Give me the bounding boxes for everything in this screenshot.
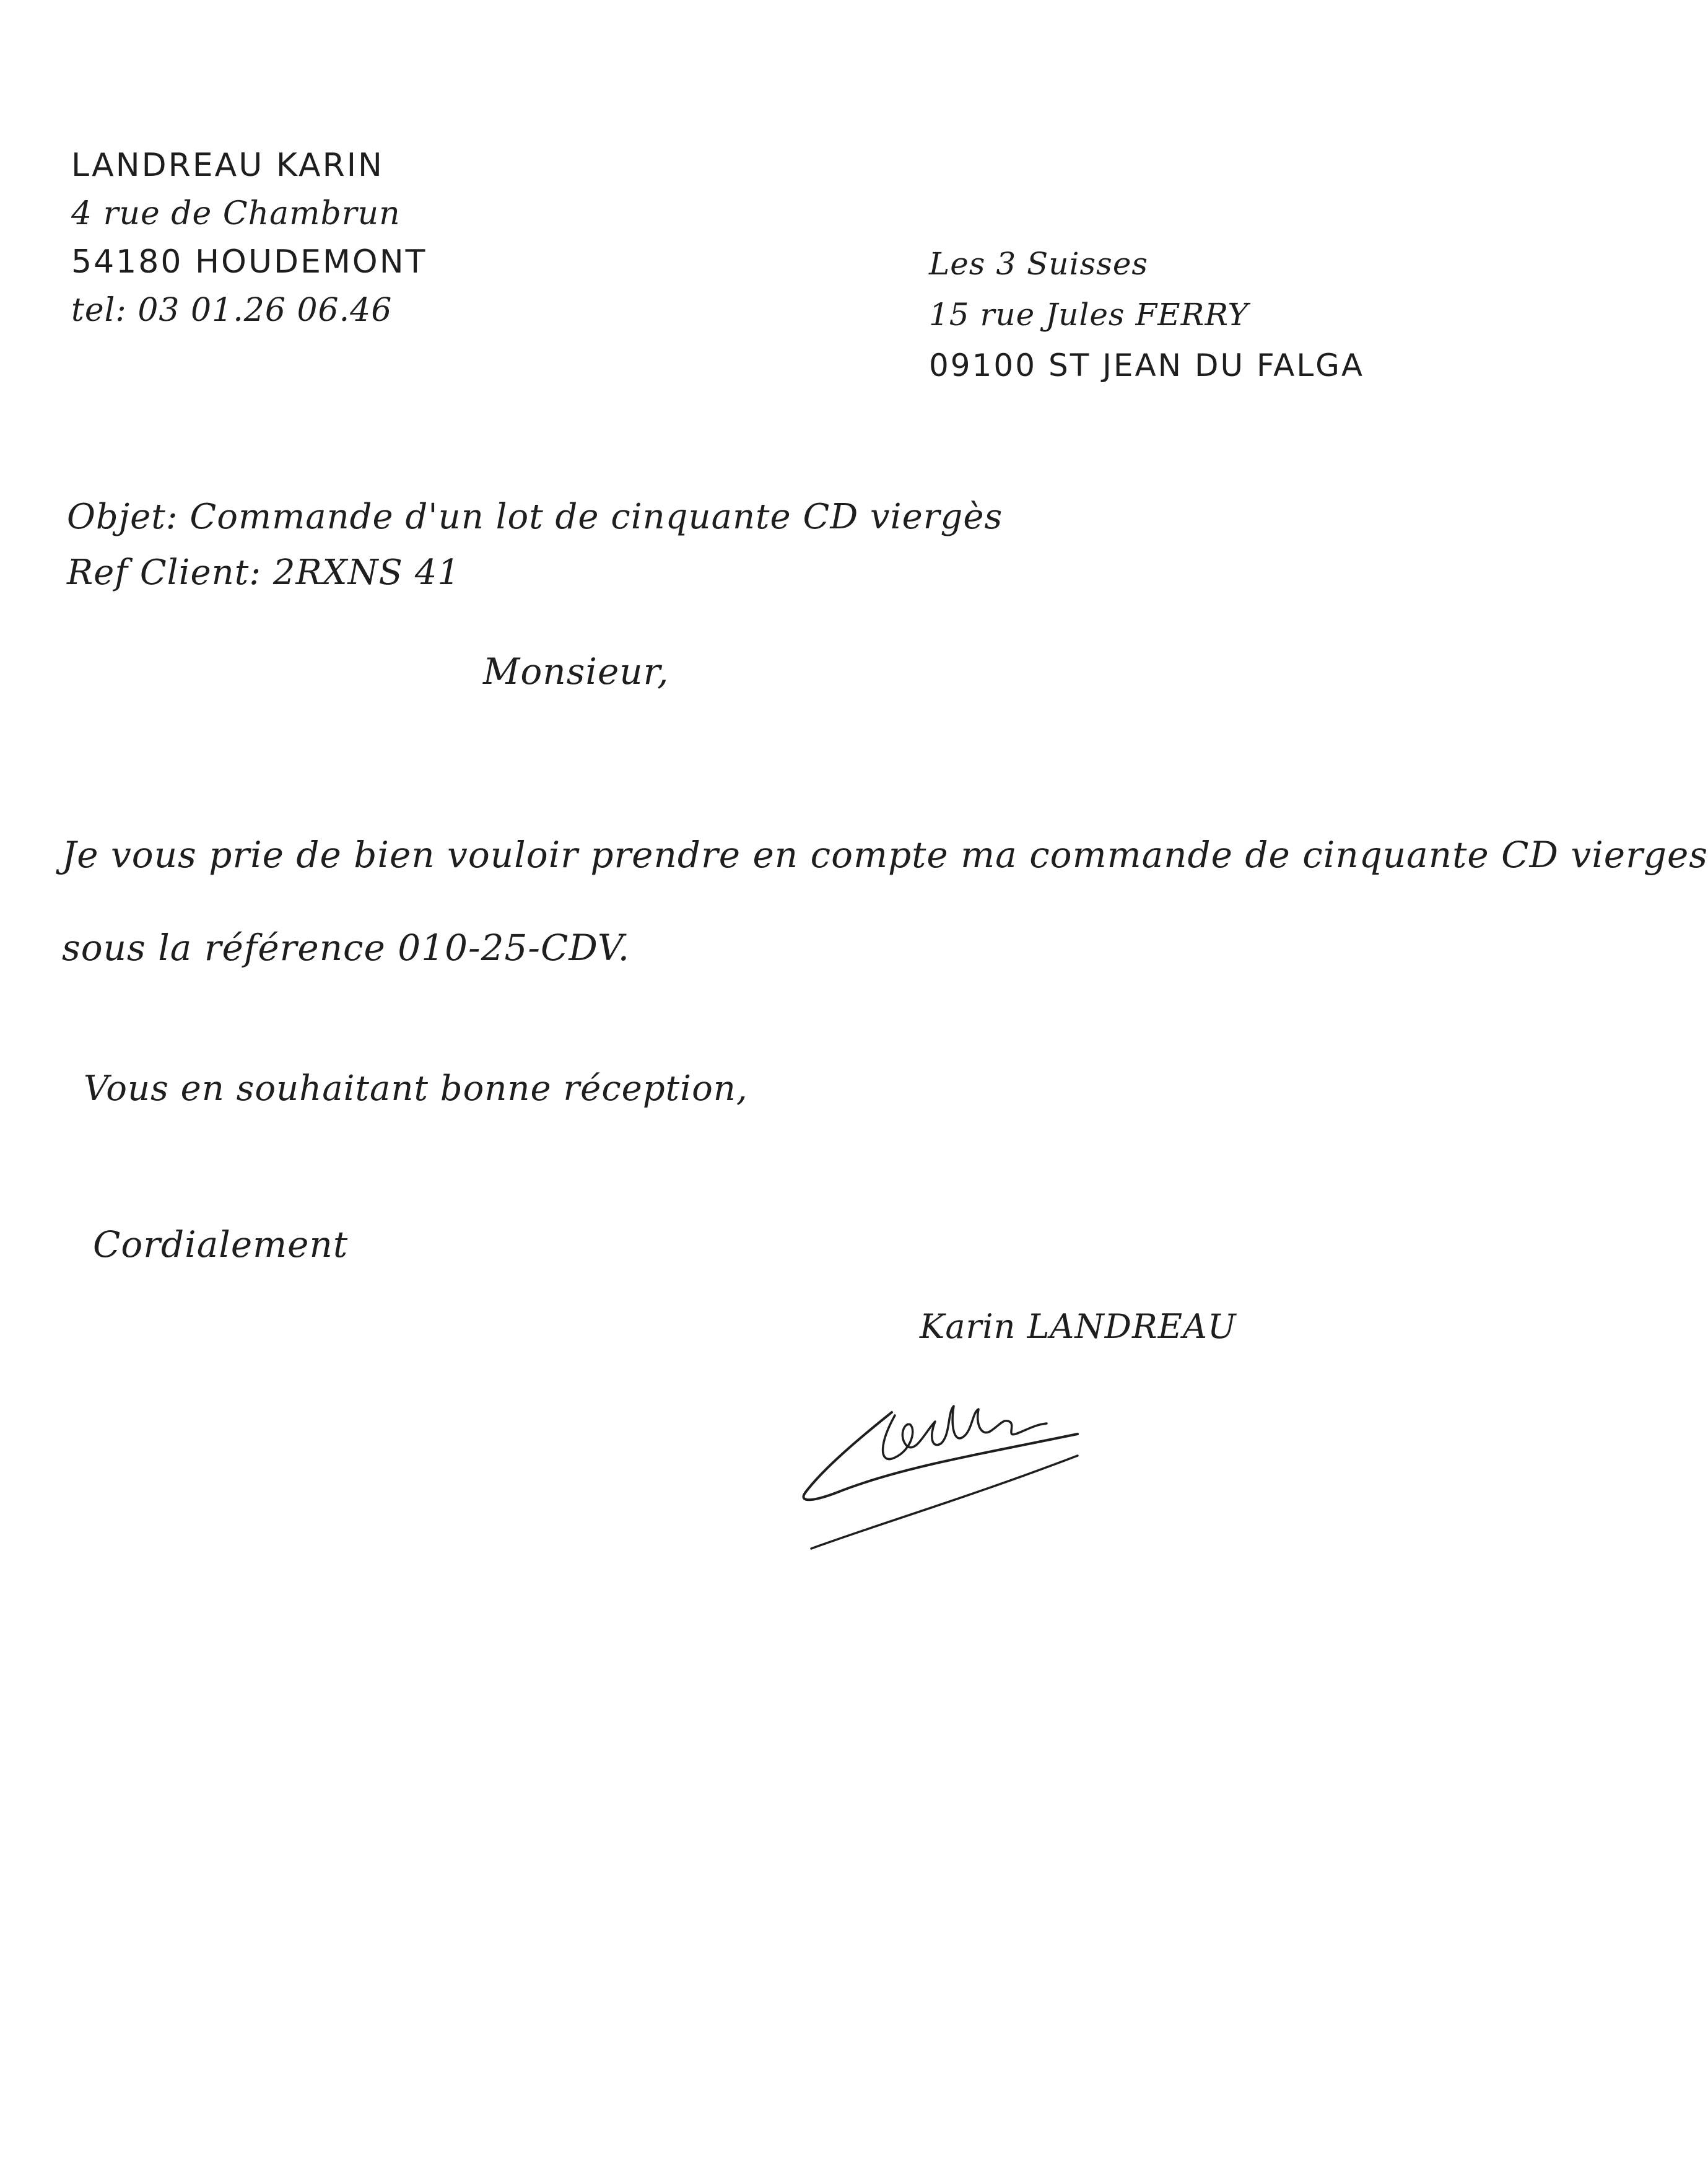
recipient-street: 15 rue Jules FERRY — [929, 297, 1249, 333]
body-line-1: Je vous prie de bien vouloir prendre en compte ma commande de cinquante CD vierges — [62, 834, 1708, 876]
recipient-city: 09100 ST JEAN DU FALGA — [929, 347, 1365, 383]
letter-body — [62, 808, 1708, 994]
sender-name: LANDREAU KARIN — [71, 147, 384, 184]
sender-street: 4 rue de Chambrun — [71, 195, 401, 232]
regards: Cordialement — [93, 1223, 349, 1265]
subject-line: Objet: Commande d'un lot de cinquante CD viergès — [67, 497, 1003, 537]
recipient-address-block — [929, 238, 1364, 391]
salutation: Monsieur, — [483, 650, 669, 693]
signer-name: Karin LANDREAU — [920, 1307, 1237, 1346]
handwritten-signature — [786, 1388, 1109, 1573]
sender-city: 54180 HOUDEMONT — [71, 243, 427, 281]
sender-address-block — [71, 141, 427, 334]
closing-wish: Vous en souhaitant bonne réception, — [84, 1069, 748, 1109]
recipient-company: Les 3 Suisses — [929, 246, 1149, 282]
subject-block — [67, 489, 1003, 601]
client-reference: Ref Client: 2RXNS 41 — [67, 553, 460, 593]
sender-phone: tel: 03 01.26 06.46 — [71, 292, 393, 329]
body-line-2: sous la référence 010-25-CDV. — [62, 927, 630, 969]
